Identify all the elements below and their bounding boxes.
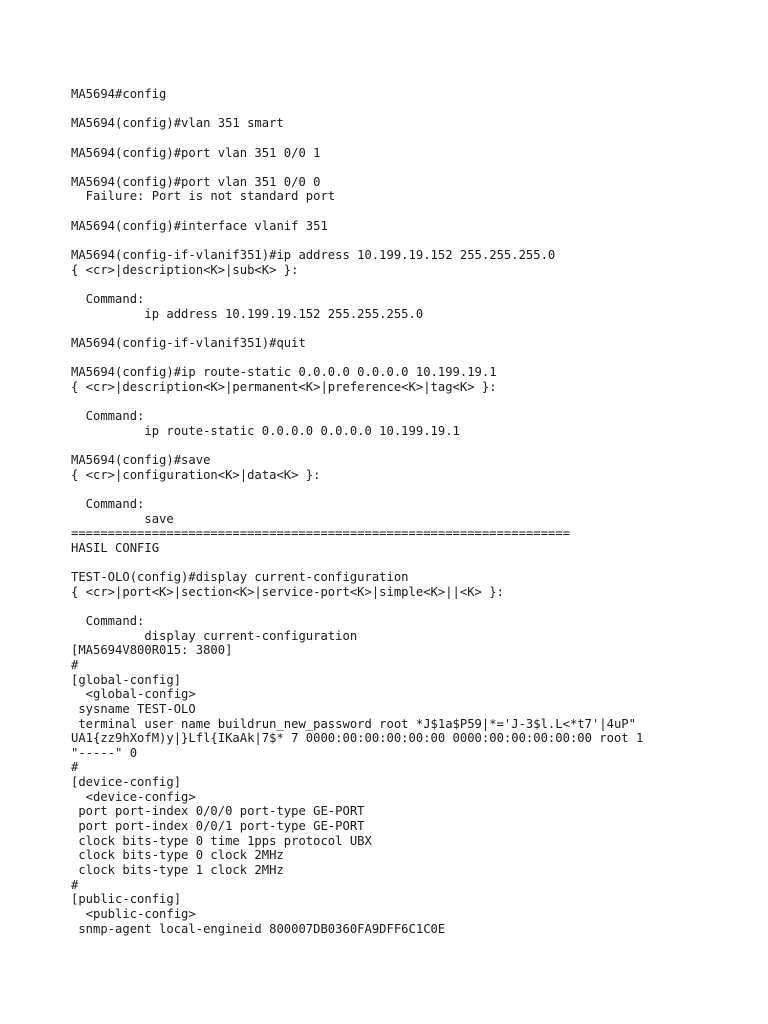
- text-line: [71, 556, 761, 571]
- text-line: save: [71, 511, 174, 526]
- text-line: "-----" 0: [71, 745, 138, 760]
- text-line: [71, 160, 761, 175]
- text-line: ip address 10.199.19.152 255.255.255.0: [71, 306, 424, 321]
- text-line: [71, 482, 761, 497]
- text-line: port port-index 0/0/1 port-type GE-PORT: [71, 819, 365, 834]
- text-line: Failure: Port is not standard port: [71, 189, 336, 204]
- text-line: ip route-static 0.0.0.0 0.0.0.0 10.199.19.1: [71, 423, 460, 438]
- text-line: { <cr>|port<K>|section<K>|service-port<K>|simple<K>||<K> }:: [71, 584, 504, 599]
- text-line: TEST-OLO(config)#display current-configuration: [71, 570, 409, 585]
- text-line: <global-config>: [71, 687, 196, 702]
- text-line: Command:: [71, 614, 145, 629]
- text-line: [71, 131, 761, 146]
- text-line: MA5694(config-if-vlanif351)#ip address 10.199.19.152 255.255.255.0: [71, 248, 556, 263]
- text-line: [global-config]: [71, 672, 182, 687]
- text-line: [71, 599, 761, 614]
- text-line: MA5694(config)#interface vlanif 351: [71, 218, 328, 233]
- text-line: <public-config>: [71, 906, 196, 921]
- text-line: [71, 102, 761, 117]
- text-line: UA1{zz9hXofM)y|}Lfl{IKaAk|7$* 7 0000:00:00:00:00:00 0000:00:00:00:00:00 root 1: [71, 731, 644, 746]
- text-line: MA5694(config)#vlan 351 smart: [71, 116, 284, 131]
- text-line: MA5694(config)#port vlan 351 0/0 0: [71, 174, 321, 189]
- text-line: [device-config]: [71, 775, 182, 790]
- text-line: { <cr>|configuration<K>|data<K> }:: [71, 467, 321, 482]
- text-line: MA5694#config: [71, 87, 167, 101]
- text-line: terminal user name buildrun_new_password root *J$1a$P59|*='J-3$l.L<*t7'|4uP": [71, 716, 636, 731]
- text-line: [71, 321, 761, 336]
- text-line: [71, 351, 761, 366]
- text-line: [MA5694V800R015: 3800]: [71, 643, 233, 658]
- text-line: sysname TEST-OLO: [71, 701, 196, 716]
- text-line: clock bits-type 0 time 1pps protocol UBX: [71, 833, 372, 848]
- text-line: [71, 204, 761, 219]
- text-line: snmp-agent local-engineid 800007DB0360FA9DFF6C1C0E: [71, 921, 446, 936]
- text-line: { <cr>|description<K>|permanent<K>|preference<K>|tag<K> }:: [71, 379, 497, 394]
- text-line: Command:: [71, 291, 145, 306]
- text-line: port port-index 0/0/0 port-type GE-PORT: [71, 804, 365, 819]
- text-line: [71, 277, 761, 292]
- text-line: [public-config]: [71, 892, 182, 907]
- text-line: { <cr>|description<K>|sub<K> }:: [71, 262, 299, 277]
- separator-line: ====================================================================: [71, 526, 570, 541]
- text-line: Command:: [71, 496, 145, 511]
- section-heading: HASIL CONFIG: [71, 540, 160, 555]
- text-line: display current-configuration: [71, 628, 358, 643]
- text-line: MA5694(config-if-vlanif351)#quit: [71, 335, 306, 350]
- text-line: Command:: [71, 409, 145, 424]
- text-line: MA5694(config)#save: [71, 453, 211, 468]
- text-line: #: [71, 877, 79, 892]
- text-line: MA5694(config)#port vlan 351 0/0 1: [71, 145, 321, 160]
- config-text-block: [71, 87, 761, 936]
- text-line: <device-config>: [71, 789, 196, 804]
- text-line: MA5694(config)#ip route-static 0.0.0.0 0.0.0.0 10.199.19.1: [71, 365, 497, 380]
- text-line: #: [71, 657, 79, 672]
- text-line: #: [71, 760, 79, 775]
- text-line: clock bits-type 0 clock 2MHz: [71, 848, 284, 863]
- text-line: [71, 438, 761, 453]
- text-line: [71, 394, 761, 409]
- text-line: [71, 233, 761, 248]
- text-line: clock bits-type 1 clock 2MHz: [71, 862, 284, 877]
